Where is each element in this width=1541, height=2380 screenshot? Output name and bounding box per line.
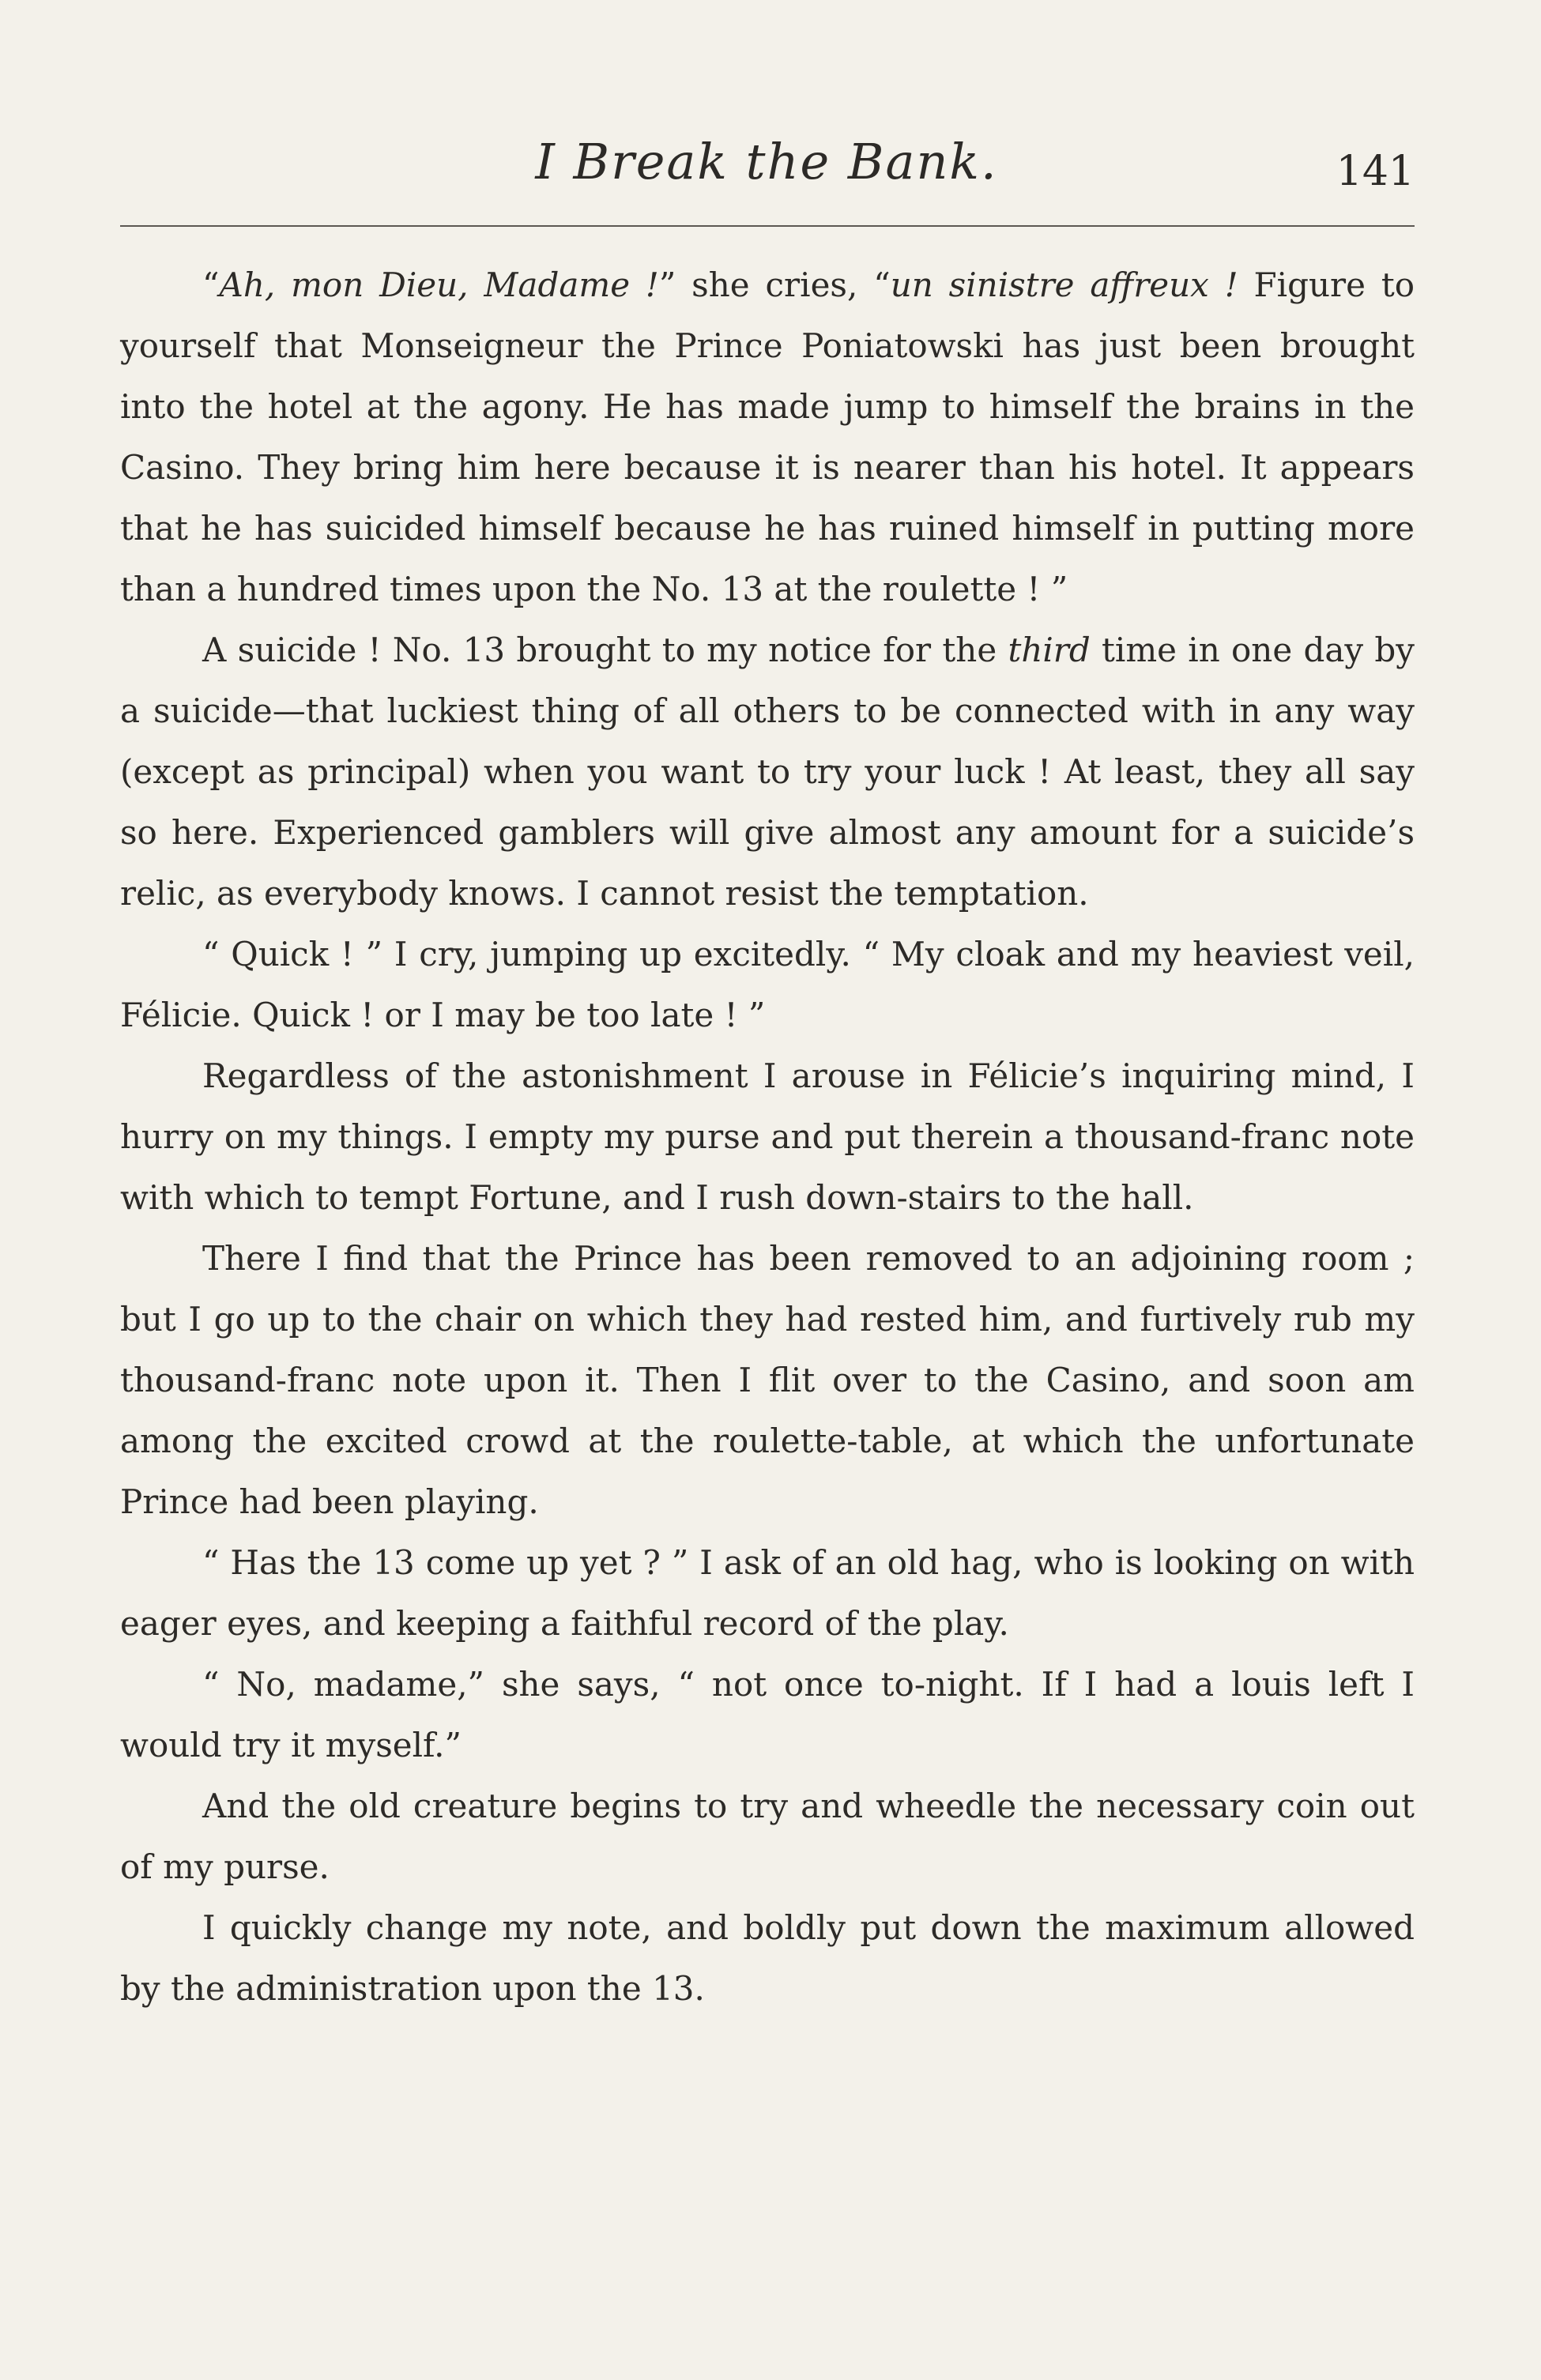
running-title: I Break the Bank. — [535, 133, 998, 190]
paragraph — [120, 1045, 1415, 1228]
italic-run: Ah, mon Dieu, Madame ! — [219, 265, 659, 304]
text-run: Regardless of the astonishment I arouse in Félicie’s inquiring mind, I hurry on my things. I empty my purse and put therein a thousand-franc note with which to tempt Fortune, and I rush down-stairs to the hall. — [120, 1056, 1415, 1217]
italic-run: un sinistre affreux ! — [890, 265, 1238, 304]
body-text — [120, 254, 1415, 2019]
paragraph — [120, 1776, 1415, 1897]
text-run: A suicide ! No. 13 brought to my notice for the — [202, 631, 1008, 669]
text-run: time in one day by a suicide—that luckiest thing of all others to be connected with in any way (except as principal) when you want to try your luck ! At least, they all say so here. Experienced gamblers will give almost any amount for a suicide’s relic, as everybody knows. I cannot resist the temptation. — [120, 631, 1415, 913]
text-run: “ Has the 13 come up yet ? ” I ask of an old hag, who is looking on with eager eyes, and keeping a faithful record of the play. — [120, 1543, 1415, 1643]
paragraph — [120, 619, 1415, 924]
text-run: “ — [202, 265, 220, 304]
paragraph — [120, 1228, 1415, 1532]
paragraph — [120, 1897, 1415, 2019]
paragraph — [120, 1532, 1415, 1654]
paragraph — [120, 1654, 1415, 1776]
text-run: There I find that the Prince has been removed to an adjoining room ; but I go up to the chair on which they had rested him, and furtively rub my thousand-franc note upon it. Then I flit over to the Casino, and soon am among the excited crowd at the roulette-table, at which the unfortunate Prince had been playing. — [120, 1239, 1415, 1521]
page-number: 141 — [1336, 148, 1415, 195]
header-rule — [120, 225, 1415, 227]
text-run: “ No, madame,” she says, “ not once to-night. If I had a louis left I would try it myself.” — [120, 1665, 1415, 1764]
text-run: “ Quick ! ” I cry, jumping up excitedly. “ My cloak and my heaviest veil, Félicie. Quick ! or I may be too late ! ” — [120, 935, 1415, 1034]
text-run: ” she cries, “ — [658, 265, 891, 304]
text-run: Figure to yourself that Monseigneur the Prince Poniatowski has just been brought into the hotel at the agony. He has made jump to himself the brains in the Casino. They bring him here because it is nearer than his hotel. It appears that he has suicided himself because he has ruined himself in putting more than a hundred times upon the No. 13 at the roulette ! ” — [120, 265, 1415, 608]
running-head — [119, 119, 1415, 213]
text-run: I quickly change my note, and boldly put down the maximum allowed by the administration upon the 13. — [120, 1908, 1415, 2008]
paragraph — [120, 924, 1415, 1045]
italic-run: third — [1008, 631, 1091, 669]
paragraph — [120, 254, 1415, 619]
text-run: And the old creature begins to try and wheedle the necessary coin out of my purse. — [120, 1787, 1415, 1886]
